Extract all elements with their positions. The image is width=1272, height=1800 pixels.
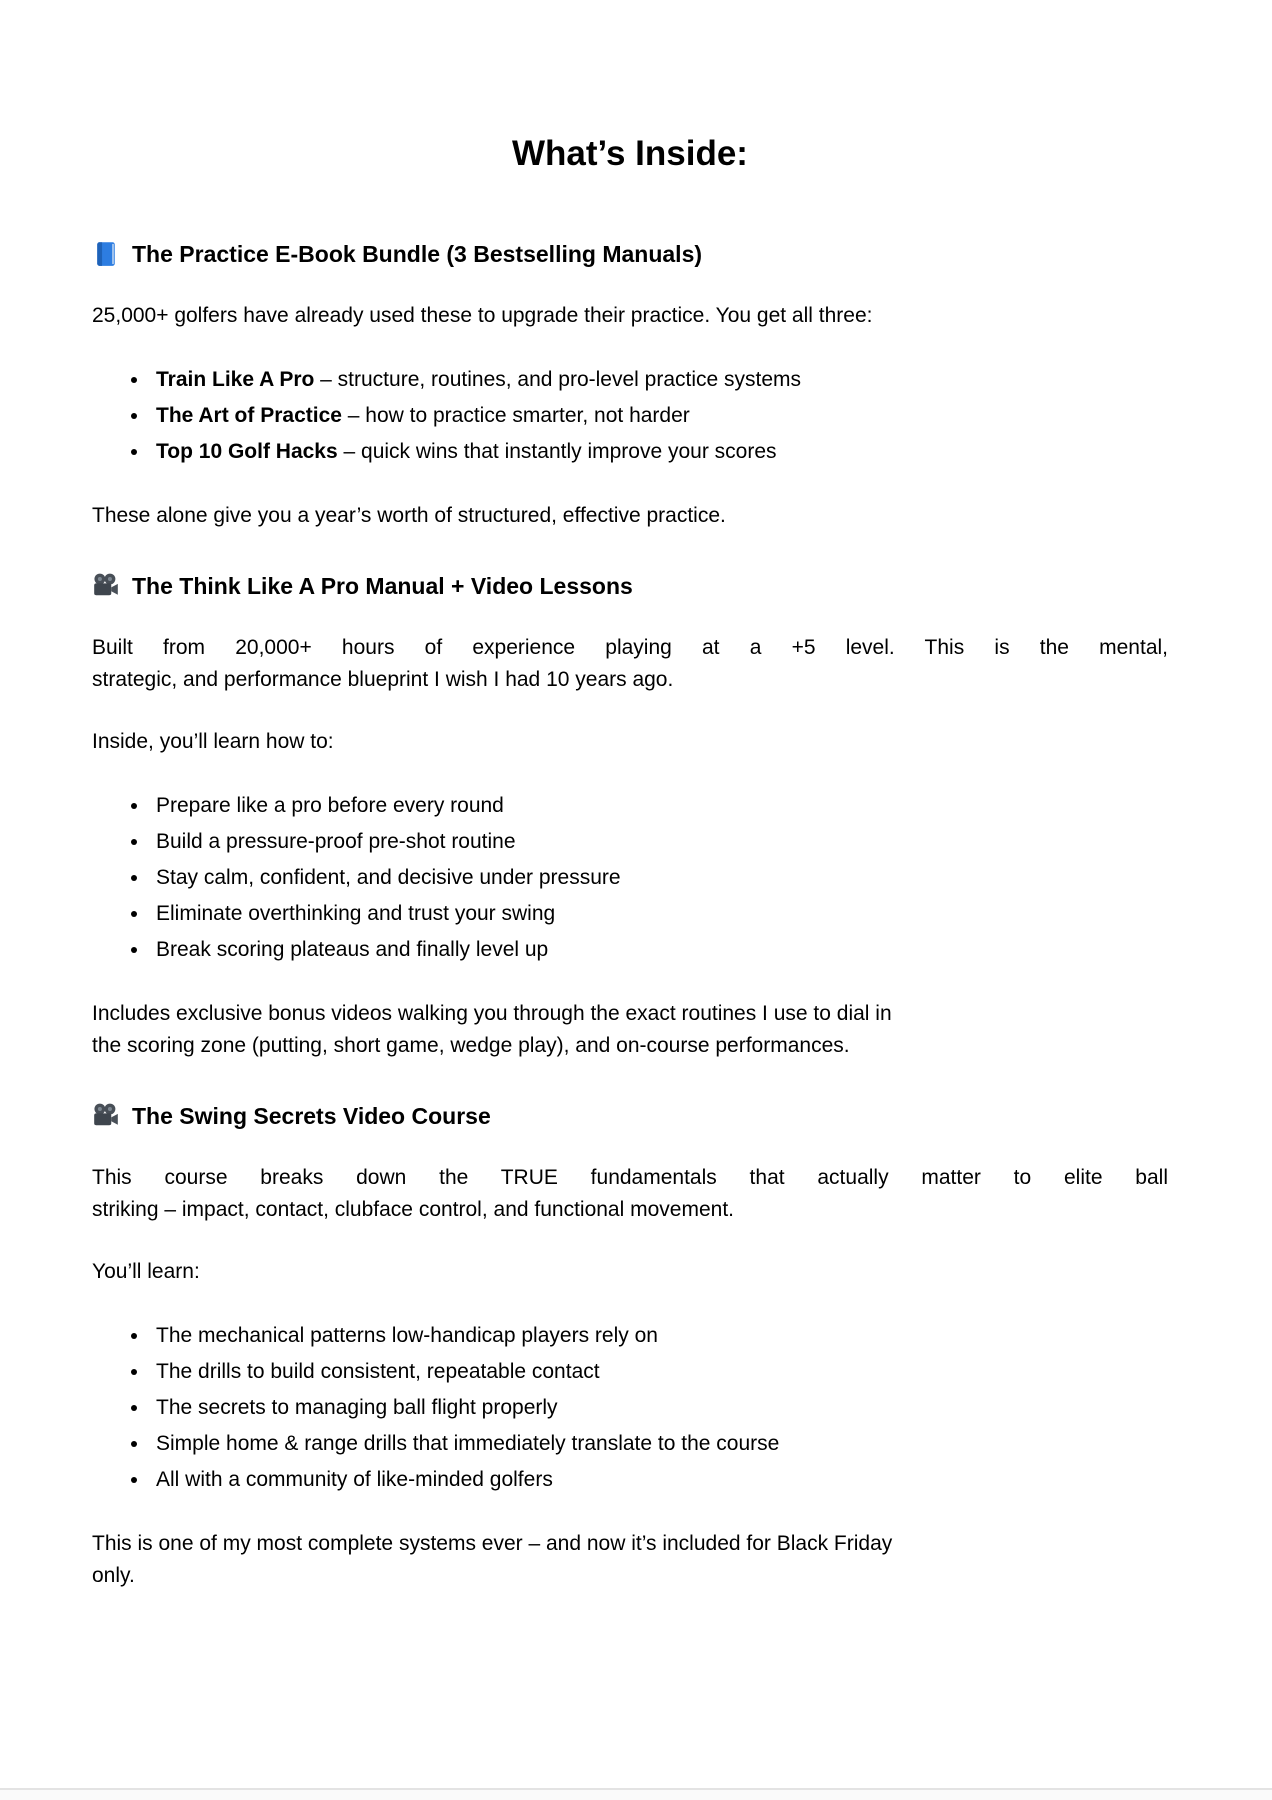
list-item: • Build a pressure-proof pre-shot routine [150, 824, 1168, 860]
list-item: • The drills to build consistent, repeatable contact [150, 1354, 1168, 1390]
page-title: What’s Inside: [512, 134, 748, 173]
section-heading-text: The Practice E-Book Bundle (3 Bestselling Manuals) [132, 241, 703, 267]
blue-book-icon [92, 240, 120, 268]
list-item: • The mechanical patterns low-handicap players rely on [150, 1318, 1168, 1354]
list-item: • Break scoring plateaus and finally level up [150, 932, 1168, 968]
movie-camera-icon [92, 1102, 120, 1130]
page-break-divider [0, 1788, 1272, 1800]
section-heading-text: The Swing Secrets Video Course [132, 1103, 491, 1129]
paragraph-justified: Built from 20,000+ hours of experience playing at a +5 level. This is the mental, strategic, and performance blueprint I wish I had 10 years ago. [92, 636, 1168, 691]
list-item: • Train Like A Pro – structure, routines, and pro-level practice systems [150, 362, 1168, 398]
paragraph-lead: Inside, you’ll learn how to: [92, 730, 334, 753]
list-item: • Prepare like a pro before every round [150, 788, 1168, 824]
list-item: • Simple home & range drills that immediately translate to the course [150, 1426, 1168, 1462]
ebook-bullet-list [92, 362, 1168, 470]
section-heading-swing-secrets [92, 1100, 1168, 1132]
list-item: • The secrets to managing ball flight properly [150, 1390, 1168, 1426]
section-heading-ebook-bundle [92, 238, 1168, 270]
list-item: • All with a community of like-minded golfers [150, 1462, 1168, 1498]
list-item: • Eliminate overthinking and trust your swing [150, 896, 1168, 932]
paragraph-intro: 25,000+ golfers have already used these to upgrade their practice. You get all three: [92, 304, 873, 327]
paragraph-lead: You’ll learn: [92, 1260, 200, 1283]
paragraph-outro: These alone give you a year’s worth of structured, effective practice. [92, 504, 726, 527]
paragraph-outro: This is one of my most complete systems ever – and now it’s included for Black Friday only. [92, 1532, 893, 1587]
swing-course-bullet-list [92, 1318, 1168, 1498]
section-heading-think-like-a-pro [92, 570, 1168, 602]
paragraph-justified: This course breaks down the TRUE fundamentals that actually matter to elite ball striking – impact, contact, clubface control, and functional movement. [92, 1166, 1168, 1221]
list-item: • Stay calm, confident, and decisive under pressure [150, 860, 1168, 896]
list-item: • Top 10 Golf Hacks – quick wins that instantly improve your scores [150, 434, 1168, 470]
section-heading-text: The Think Like A Pro Manual + Video Lessons [132, 573, 633, 599]
paragraph-outro: Includes exclusive bonus videos walking you through the exact routines I use to dial in the scoring zone (putting, short game, wedge play), and on-course performances. [92, 1002, 892, 1057]
mental-game-bullet-list [92, 788, 1168, 968]
list-item: • The Art of Practice – how to practice smarter, not harder [150, 398, 1168, 434]
movie-camera-icon [92, 572, 120, 600]
